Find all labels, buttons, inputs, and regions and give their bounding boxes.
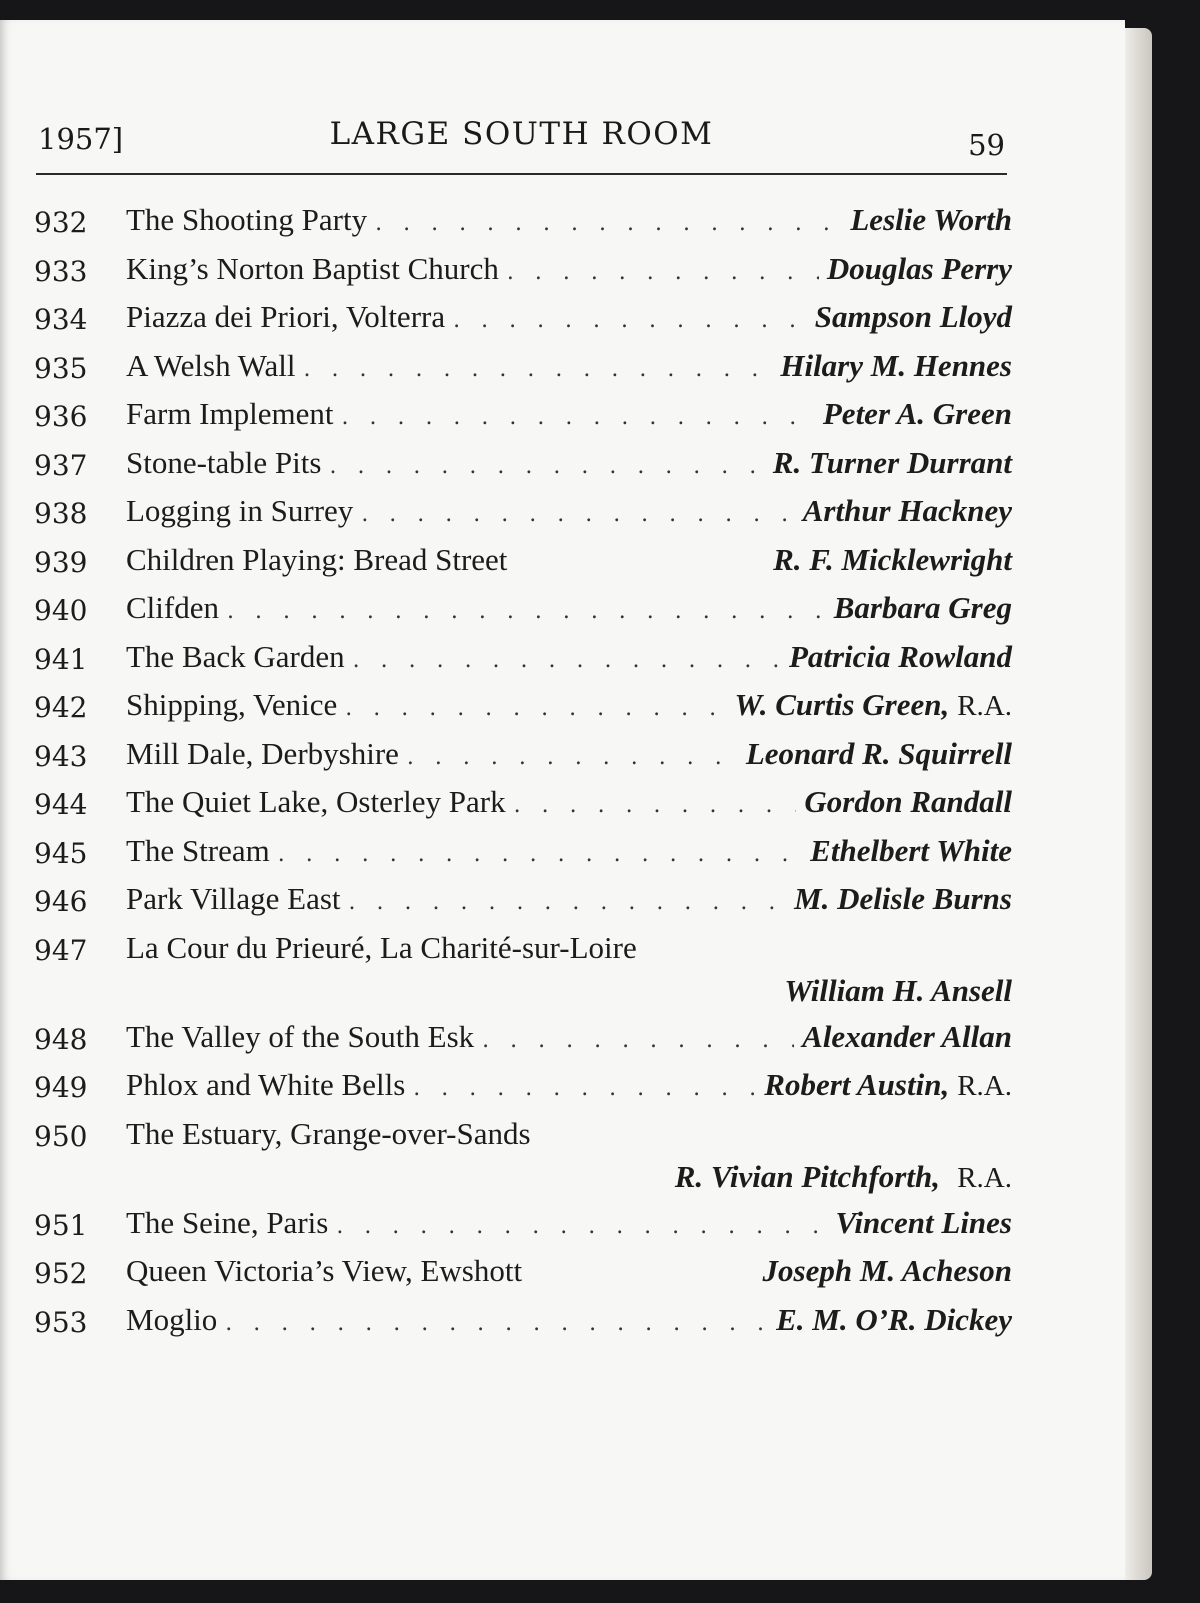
entry-title: The Quiet Lake, Osterley Park bbox=[126, 784, 506, 819]
entry-number: 942 bbox=[34, 691, 88, 724]
entry-artist: Vincent Lines bbox=[835, 1204, 1012, 1240]
entry-number: 943 bbox=[34, 739, 88, 773]
entry-artist: Peter A. Green bbox=[822, 396, 1012, 431]
catalogue-entry bbox=[34, 493, 1012, 542]
entry-artist-suffix: R.A. bbox=[957, 690, 1012, 722]
entry-title: Mill Dale, Derbyshire bbox=[126, 735, 399, 771]
entry-number: 951 bbox=[34, 1208, 88, 1242]
entry-number: 935 bbox=[34, 351, 88, 385]
entry-number: 932 bbox=[34, 206, 88, 239]
dot-leader bbox=[413, 1076, 756, 1101]
catalogue-entry bbox=[34, 348, 1012, 397]
catalogue-entry bbox=[34, 396, 1012, 445]
entry-artist: E. M. O’R. Dickey bbox=[776, 1301, 1012, 1337]
header-rule bbox=[36, 173, 1007, 175]
dot-leader bbox=[278, 842, 802, 867]
header-year: 1957] bbox=[38, 122, 124, 156]
entry-number: 945 bbox=[34, 836, 88, 870]
entry-title: The Estuary, Grange-over-Sands bbox=[126, 1115, 531, 1151]
dot-leader bbox=[507, 260, 819, 285]
entry-artist: Barbara Greg bbox=[833, 590, 1012, 625]
entry-title: The Seine, Paris bbox=[126, 1204, 329, 1240]
catalogue-entry bbox=[34, 1302, 1012, 1351]
book-page bbox=[0, 20, 1125, 1580]
entry-artist: Robert Austin, bbox=[764, 1067, 950, 1102]
entry-number: 950 bbox=[34, 1119, 88, 1153]
dot-leader bbox=[345, 696, 726, 721]
dot-leader bbox=[225, 1311, 768, 1336]
catalogue-entry bbox=[34, 1019, 1012, 1068]
entry-artist: R. F. Micklewright bbox=[773, 541, 1012, 577]
header-title: LARGE SOUTH ROOM bbox=[329, 116, 714, 152]
dot-leader bbox=[375, 211, 842, 236]
entry-title: Phlox and White Bells bbox=[126, 1067, 406, 1102]
entry-artist: W. Curtis Green, bbox=[734, 687, 950, 722]
catalogue-entry bbox=[34, 639, 1012, 688]
entry-title: Queen Victoria’s View, Ewshott bbox=[126, 1253, 523, 1288]
entry-artist-suffix: R.A. bbox=[957, 1161, 1012, 1194]
entry-title: La Cour du Prieuré, La Charité-sur-Loire bbox=[126, 929, 637, 965]
entry-title: Children Playing: Bread Street bbox=[126, 541, 508, 577]
dot-leader bbox=[227, 599, 826, 624]
entry-number: 936 bbox=[34, 400, 88, 433]
entry-title: Clifden bbox=[126, 590, 219, 625]
catalogue-entry bbox=[34, 445, 1012, 494]
dot-leader bbox=[349, 890, 787, 915]
entry-number: 953 bbox=[34, 1305, 88, 1339]
entry-artist: Hilary M. Hennes bbox=[780, 347, 1012, 383]
catalogue-entry bbox=[34, 542, 1012, 591]
entry-number: 933 bbox=[34, 254, 88, 288]
entry-artist: R. Vivian Pitchforth, bbox=[674, 1158, 940, 1194]
entry-number: 944 bbox=[34, 788, 88, 821]
dot-leader bbox=[329, 454, 764, 479]
catalogue-entry bbox=[34, 881, 1012, 930]
dot-leader bbox=[336, 1214, 827, 1239]
entry-title: Logging in Surrey bbox=[126, 493, 354, 528]
entry-title: The Back Garden bbox=[126, 638, 345, 674]
entry-number: 934 bbox=[34, 303, 88, 336]
catalogue-entry bbox=[34, 930, 1012, 1019]
entry-artist-suffix: R.A. bbox=[957, 1070, 1012, 1102]
catalogue-entry bbox=[34, 590, 1012, 639]
catalogue-entry bbox=[34, 1253, 1012, 1302]
entry-artist: William H. Ansell bbox=[784, 972, 1012, 1008]
dot-leader bbox=[514, 793, 797, 818]
entry-artist: Gordon Randall bbox=[804, 784, 1012, 819]
entry-artist: R. Turner Durrant bbox=[772, 444, 1012, 480]
entry-title: Stone-table Pits bbox=[126, 444, 322, 480]
entry-artist: Joseph M. Acheson bbox=[762, 1253, 1012, 1288]
entry-number: 938 bbox=[34, 497, 88, 530]
catalogue-entry bbox=[34, 251, 1012, 300]
dot-leader bbox=[482, 1028, 794, 1053]
entry-title: Piazza dei Priori, Volterra bbox=[126, 299, 446, 334]
entry-title: Park Village East bbox=[126, 881, 341, 916]
catalogue-entry bbox=[34, 687, 1012, 736]
entry-number: 939 bbox=[34, 545, 88, 579]
catalogue-entry bbox=[34, 736, 1012, 785]
dot-leader bbox=[304, 357, 773, 382]
entry-number: 941 bbox=[34, 642, 88, 676]
entry-number: 937 bbox=[34, 448, 88, 482]
entry-artist: Patricia Rowland bbox=[788, 638, 1012, 674]
entry-title: A Welsh Wall bbox=[126, 347, 296, 383]
entry-artist: Arthur Hackney bbox=[802, 493, 1012, 528]
catalogue-entry bbox=[34, 784, 1012, 833]
entry-artist: Sampson Lloyd bbox=[814, 299, 1012, 334]
catalogue-entry bbox=[34, 833, 1012, 882]
dot-leader bbox=[341, 405, 814, 430]
entry-artist: Douglas Perry bbox=[826, 250, 1012, 286]
entry-artist: Leslie Worth bbox=[850, 202, 1012, 237]
entry-number: 940 bbox=[34, 594, 88, 627]
entry-artist: Leonard R. Squirrell bbox=[745, 735, 1012, 771]
entry-title: The Valley of the South Esk bbox=[126, 1018, 475, 1054]
entry-number: 948 bbox=[34, 1022, 88, 1056]
entry-title: Farm Implement bbox=[126, 396, 334, 431]
catalogue-list bbox=[34, 202, 1012, 1350]
catalogue-entry bbox=[34, 1067, 1012, 1116]
dot-leader bbox=[353, 648, 781, 673]
dot-leader bbox=[407, 745, 738, 770]
entry-number: 947 bbox=[34, 933, 88, 967]
entry-title: King’s Norton Baptist Church bbox=[126, 250, 499, 286]
entry-number: 952 bbox=[34, 1257, 88, 1290]
entry-artist: Alexander Allan bbox=[802, 1018, 1012, 1054]
entry-number: 949 bbox=[34, 1071, 88, 1104]
dot-leader bbox=[453, 308, 807, 333]
catalogue-entry bbox=[34, 202, 1012, 251]
entry-title: Moglio bbox=[126, 1301, 218, 1337]
catalogue-entry bbox=[34, 299, 1012, 348]
entry-artist: Ethelbert White bbox=[810, 832, 1012, 868]
page-number: 59 bbox=[968, 128, 1005, 162]
entry-artist: M. Delisle Burns bbox=[794, 881, 1012, 916]
entry-title: Shipping, Venice bbox=[126, 687, 338, 722]
catalogue-entry bbox=[34, 1205, 1012, 1254]
entry-title: The Shooting Party bbox=[126, 202, 368, 237]
entry-title: The Stream bbox=[126, 832, 270, 868]
running-head bbox=[38, 116, 1005, 160]
entry-number: 946 bbox=[34, 885, 88, 918]
dot-leader bbox=[361, 502, 794, 527]
catalogue-entry bbox=[34, 1116, 1012, 1205]
